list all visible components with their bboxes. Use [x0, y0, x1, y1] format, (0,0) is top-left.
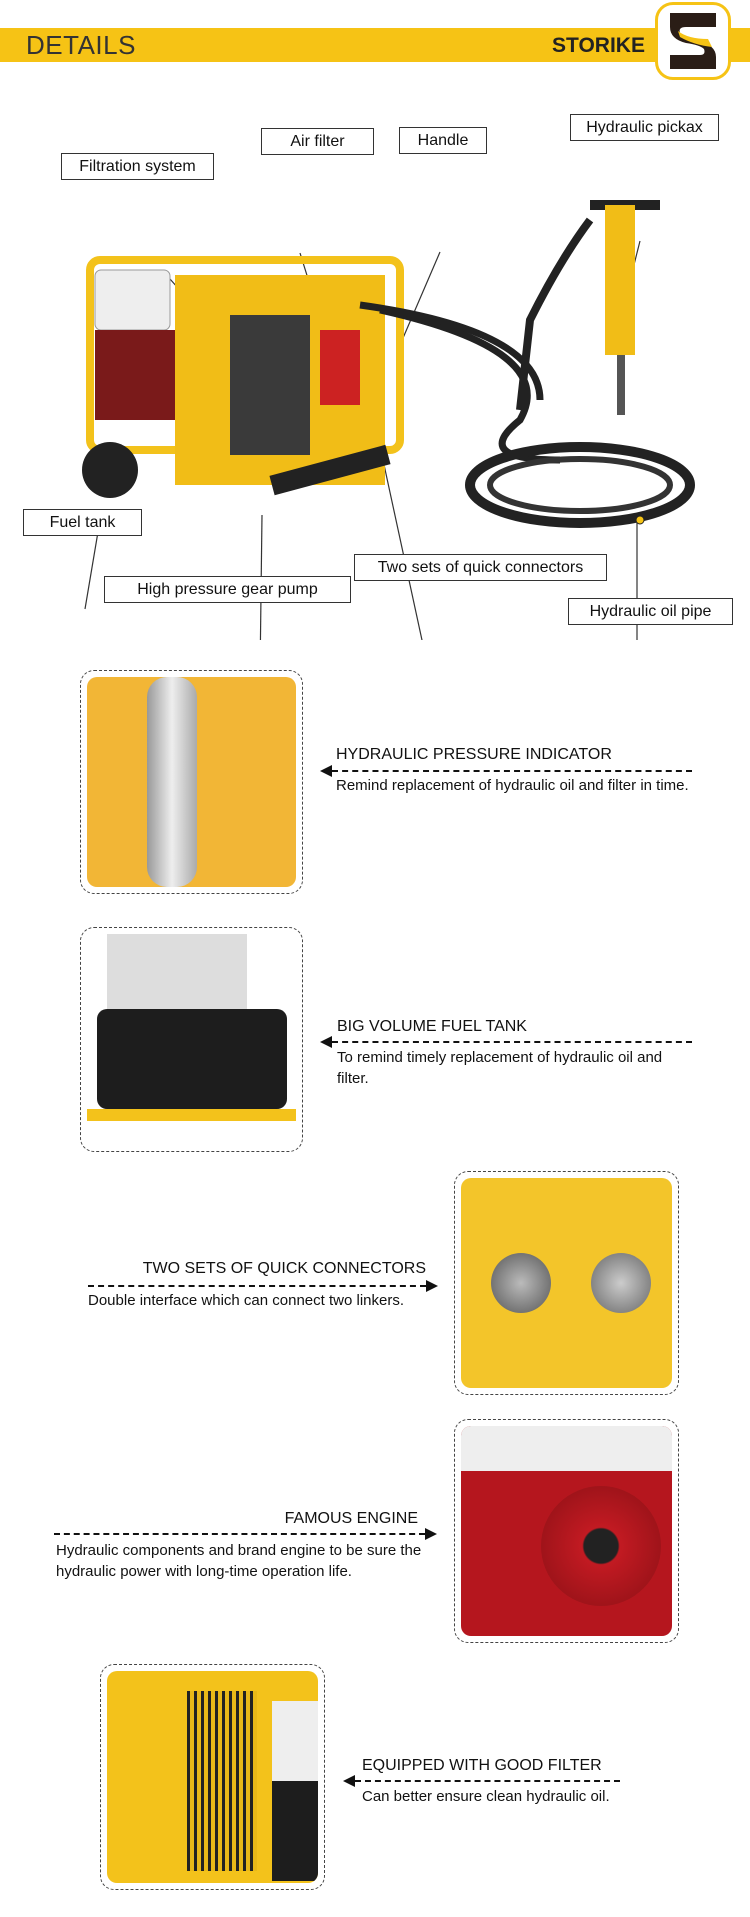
fuel-tank-photo [80, 927, 303, 1152]
pressure-indicator-photo [80, 670, 303, 894]
label-handle: Handle [399, 127, 487, 154]
arrow-right-icon [54, 1533, 425, 1535]
arrow-left-icon [355, 1780, 620, 1782]
label-quick-connectors: Two sets of quick connectors [354, 554, 607, 581]
feature-title: TWO SETS OF QUICK CONNECTORS [142, 1260, 426, 1277]
page-title: DETAILS [26, 30, 136, 60]
feature-title: FAMOUS ENGINE [284, 1510, 418, 1527]
quick-connectors-photo [454, 1171, 679, 1395]
label-hydraulic-pickax: Hydraulic pickax [570, 114, 719, 141]
label-oil-pipe: Hydraulic oil pipe [568, 598, 733, 625]
feature-desc: Hydraulic components and brand engine to be sure the hydraulic power with long-time operation life. [56, 1542, 422, 1580]
arrow-left-icon [332, 770, 692, 772]
feature-desc: Can better ensure clean hydraulic oil. [362, 1788, 610, 1805]
label-fuel-tank: Fuel tank [23, 509, 142, 536]
label-gear-pump: High pressure gear pump [104, 576, 351, 603]
engine-photo [454, 1419, 679, 1643]
label-filtration-system: Filtration system [61, 153, 214, 180]
feature-title: HYDRAULIC PRESSURE INDICATOR [336, 746, 612, 763]
feature-title: EQUIPPED WITH GOOD FILTER [362, 1757, 602, 1774]
brand-name: STORIKE [552, 34, 645, 57]
filter-photo [100, 1664, 325, 1890]
feature-title: BIG VOLUME FUEL TANK [337, 1018, 527, 1035]
arrow-right-icon [88, 1285, 426, 1287]
label-air-filter: Air filter [261, 128, 374, 155]
feature-desc: Double interface which can connect two linkers. [88, 1292, 404, 1309]
feature-desc: To remind timely replacement of hydraulic oil and filter. [337, 1049, 663, 1087]
arrow-left-icon [332, 1041, 692, 1043]
feature-desc: Remind replacement of hydraulic oil and filter in time. [336, 777, 689, 794]
brand-logo [655, 2, 731, 80]
